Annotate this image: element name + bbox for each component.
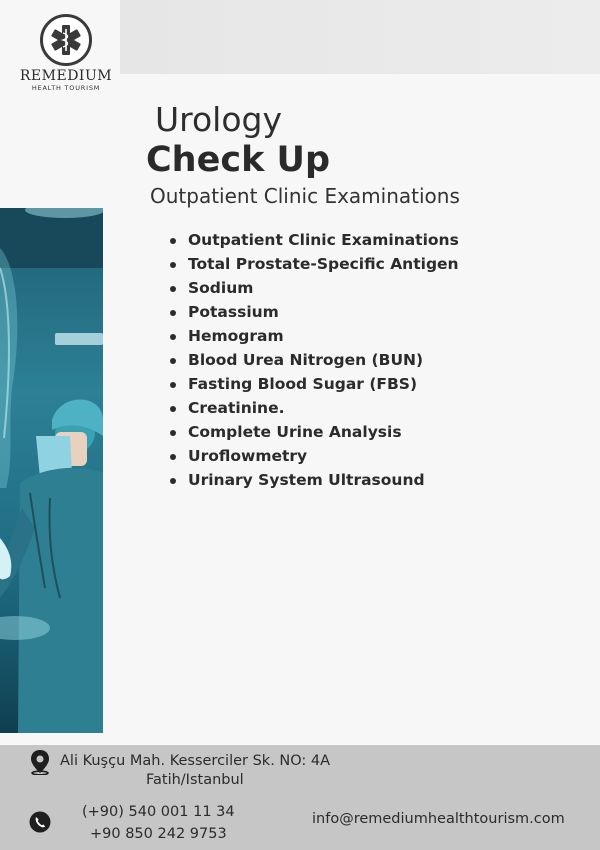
exam-list	[170, 228, 459, 492]
list-item: Total Prostate-Specific Antigen	[170, 252, 459, 276]
address-line2: Fatih/Istanbul	[146, 772, 244, 788]
star-of-life-icon	[40, 14, 92, 66]
list-item: Complete Urine Analysis	[170, 420, 459, 444]
list-item: Potassium	[170, 300, 459, 324]
location-pin-icon	[29, 749, 51, 779]
list-item: Sodium	[170, 276, 459, 300]
address-line1: Ali Kuşçu Mah. Kesserciler Sk. NO: 4A	[60, 753, 331, 769]
page-title-line1: Urology	[155, 100, 283, 139]
email-link[interactable]: info@remediumhealthtourism.com	[312, 811, 565, 827]
doctor-photo	[0, 208, 103, 733]
brand-name: REMEDIUM	[19, 68, 113, 84]
list-item: Creatinine.	[170, 396, 459, 420]
phone-number-1[interactable]: (+90) 540 001 11 34	[82, 804, 235, 820]
list-item: Hemogram	[170, 324, 459, 348]
brand-tagline: HEALTH TOURISM	[31, 84, 101, 92]
list-item: Outpatient Clinic Examinations	[170, 228, 459, 252]
brand-logo	[0, 0, 130, 100]
list-item: Fasting Blood Sugar (FBS)	[170, 372, 459, 396]
list-item: Uroflowmetry	[170, 444, 459, 468]
phone-icon	[29, 811, 51, 837]
header-band	[120, 0, 600, 74]
contact-footer	[0, 745, 600, 850]
phone-number-2[interactable]: +90 850 242 9753	[90, 826, 227, 842]
page-title-line2: Check Up	[146, 140, 331, 180]
page-subtitle: Outpatient Clinic Examinations	[150, 184, 460, 208]
list-item: Urinary System Ultrasound	[170, 468, 459, 492]
list-item: Blood Urea Nitrogen (BUN)	[170, 348, 459, 372]
